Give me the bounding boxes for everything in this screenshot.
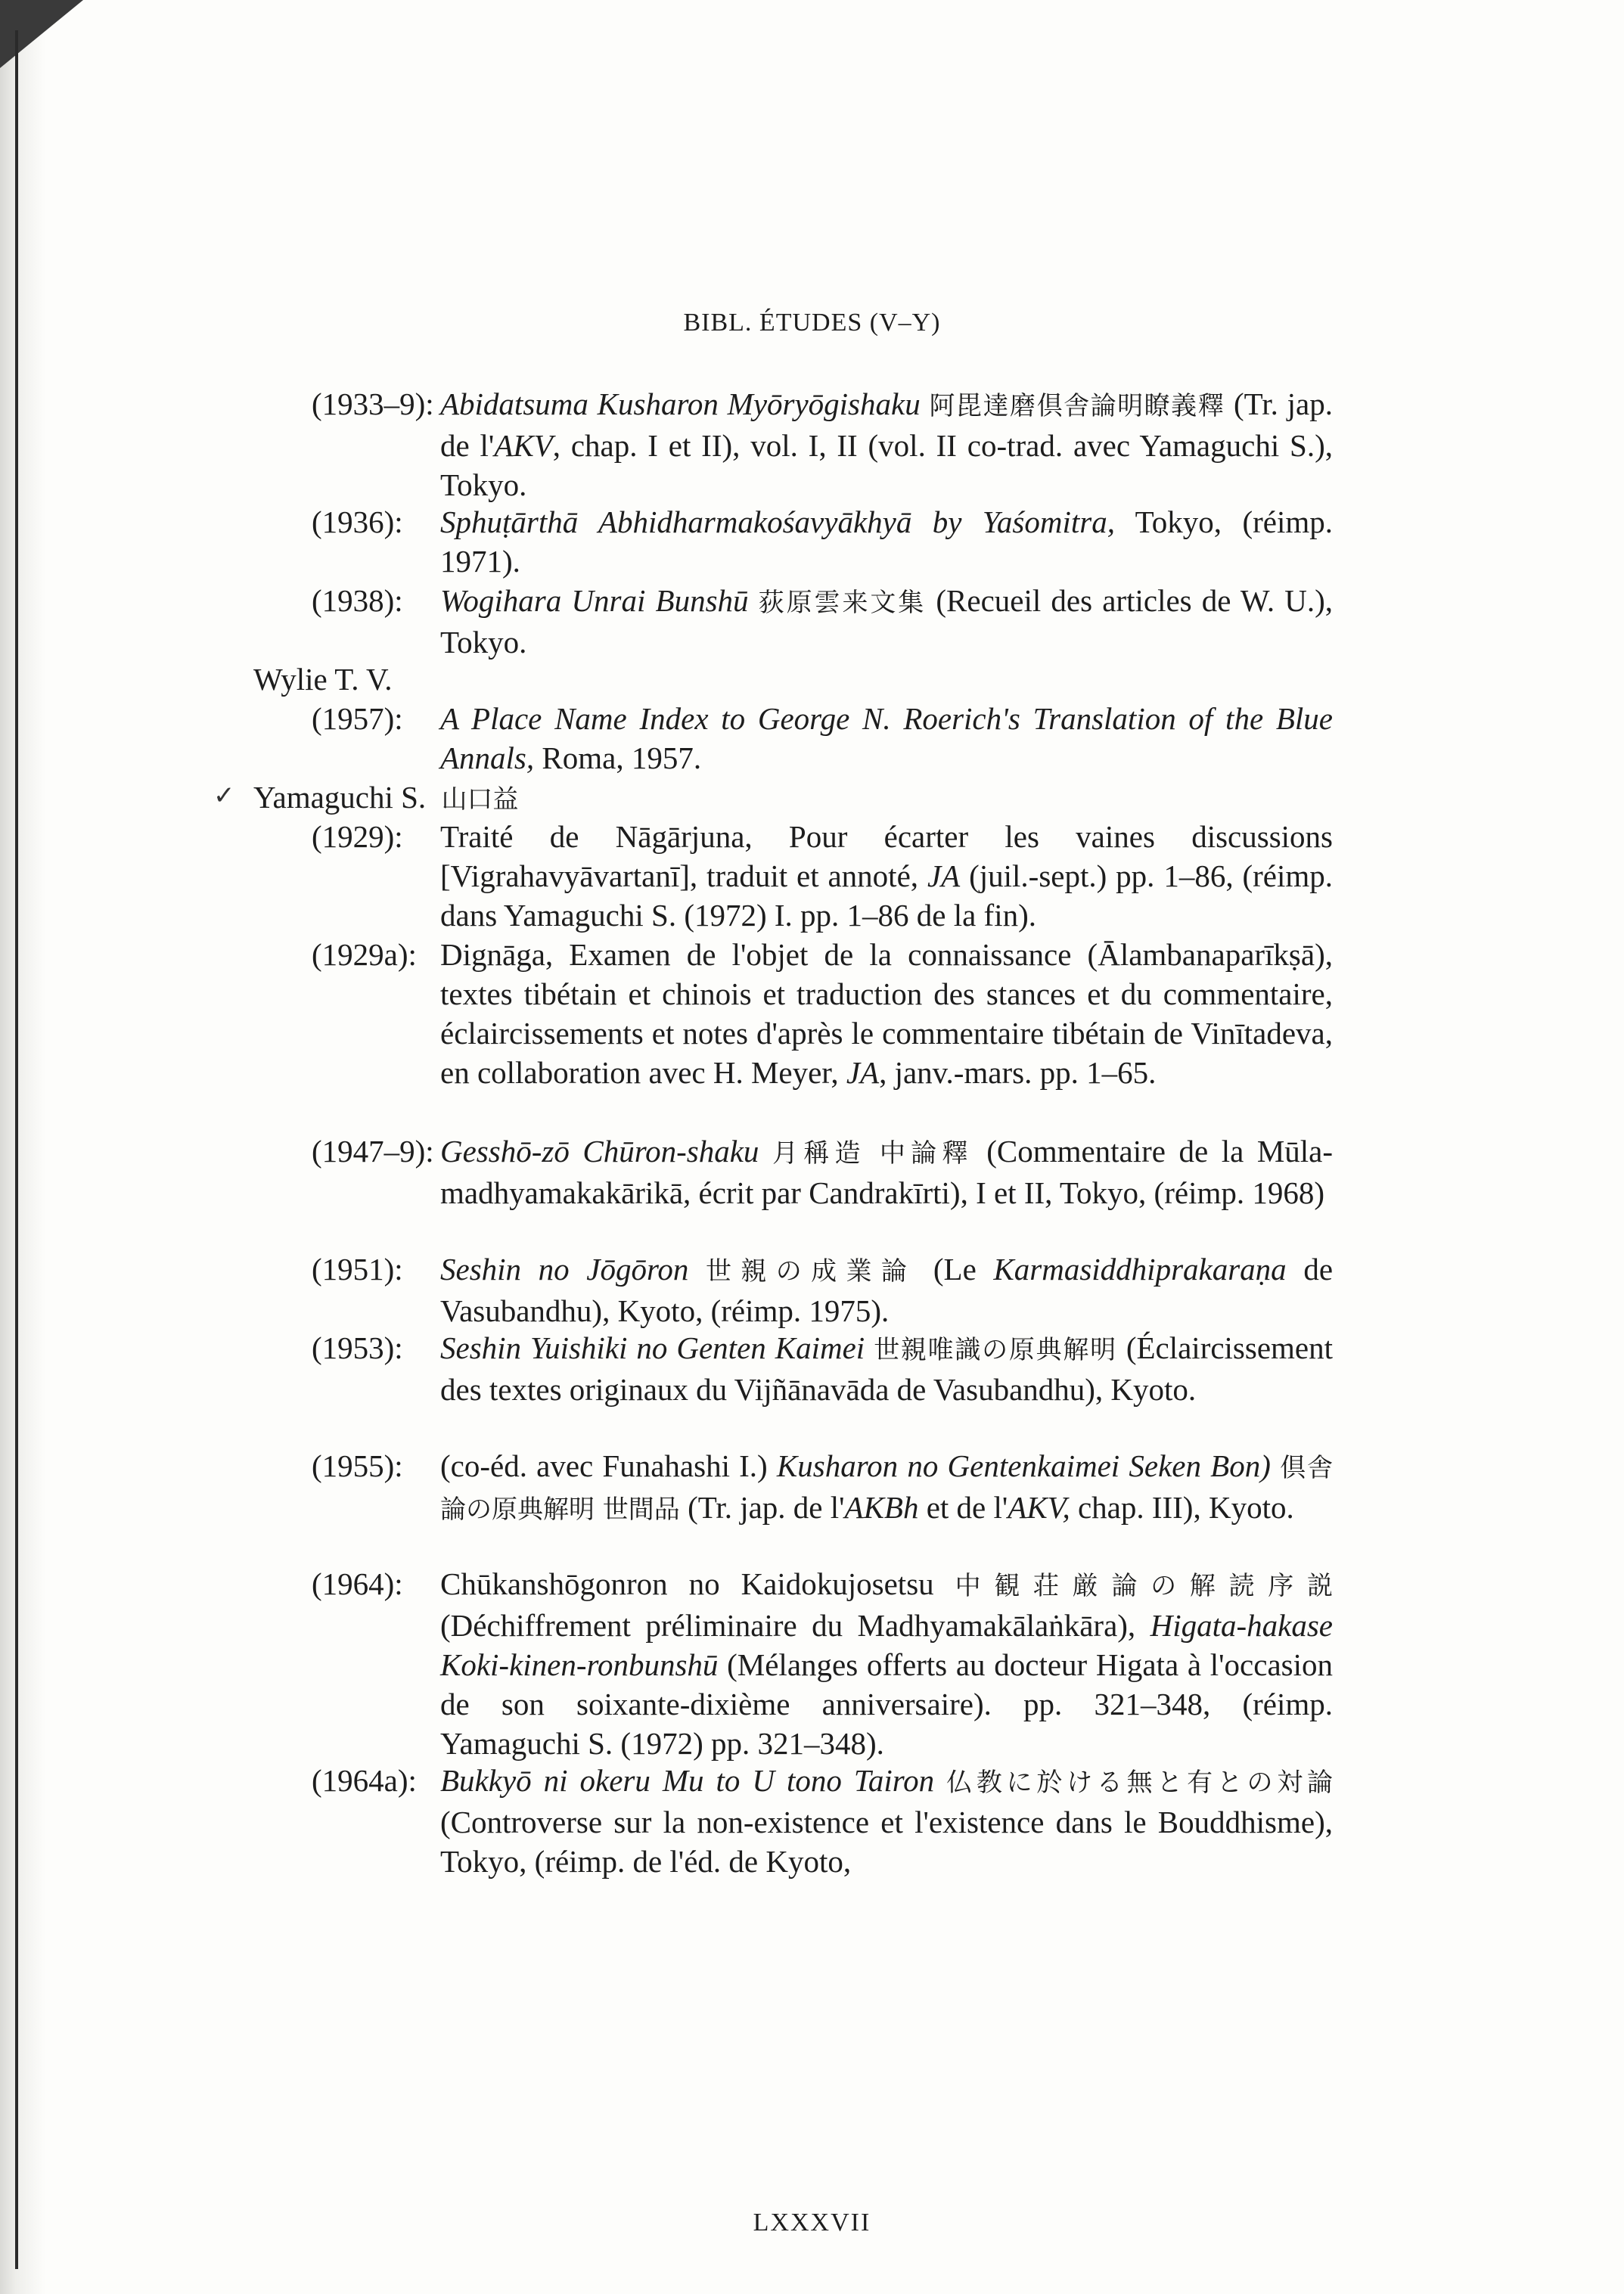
entry-kanji: 月稱造 中論釋 [772,1138,973,1169]
entry-rest3: chap. III), Kyoto. [1077,1490,1294,1525]
binding-edge-line [15,30,18,2269]
entry-year: (1964a): [312,1763,417,1798]
entry-text [440,502,1333,581]
entry-title: Sphuṭārthā Abhidharmakośavyākhyā by Yaśomitra, [440,504,1115,539]
entry-rest: (Controverse sur la non-existence et l'existence dans le Bouddhisme), Tokyo, (réimp. de l'éd. de Kyoto, [440,1805,1333,1879]
entry-year: (1957): [312,701,403,736]
entry-year: (1951): [312,1252,403,1287]
entry-rest: , janv.-mars. pp. 1–65. [879,1055,1157,1090]
entry-title: Seshin no Jōgōron [440,1252,689,1287]
entry-text [440,1328,1333,1409]
entry-ital: JA [927,858,961,893]
entry-year: (1964): [312,1566,403,1601]
entry-text [440,699,1333,778]
author-name: Wylie T. V. [253,662,393,697]
author-name: Yamaguchi S. [253,780,427,815]
entry-year: (1929): [312,819,403,854]
entry-rest: (juil.-sept.) pp. 1–86, (réimp. dans Yamaguchi S. (1972) I. pp. 1–86 de la fin). [440,858,1334,933]
entry-rest: (Déchiffrement préliminaire du Madhyamakālaṅkāra), [440,1608,1136,1643]
entry-ital2: AKV, [1008,1490,1070,1525]
entry-title: Seshin Yuishiki no Genten Kaimei [440,1330,865,1365]
entry-ital: JA [846,1055,880,1090]
running-head: BIBL. ÉTUDES (V–Y) [683,309,941,337]
entry-rest: Roma, 1957. [542,740,702,775]
entry-year: (1955): [312,1448,403,1483]
entry-text [440,581,1333,662]
entry-kanji: 倶舎論の原典解明 世間品 [440,1453,1333,1525]
entry-title: Gesshō-zō Chūron-shaku [440,1134,759,1169]
entry-rest: (Commentaire de la Mūla-madhyamakakārikā, écrit par Candrakīrti), I et II, Tokyo, (réimp. 1968) [440,1134,1334,1210]
entry-rest: (Tr. jap. de l' [440,386,1334,463]
entry-title: A Place Name Index to George N. Roerich's Translation of the Blue Annals, [440,701,1333,775]
entry-text [440,1249,1333,1330]
check-mark-icon: ✓ [213,781,235,811]
entry-kanji: 阿毘達磨倶舎論明瞭義釋 [929,391,1225,421]
entry-year: (1933–9): [312,386,434,421]
entry-kanji: 仏教に於ける無と有との対論 [946,1768,1334,1798]
page-edge-shadow [0,0,45,2294]
entry-ital: Karmasiddhiprakaraṇa [993,1252,1287,1287]
entry-pre: Chūkanshōgonron no Kaidokujosetsu [440,1566,934,1601]
entry-title: Wogihara Unrai Bunshū [440,583,749,618]
entry-title: Bukkyō ni okeru Mu to U tono Tairon [440,1763,935,1798]
entry-rest: (Éclaircissement des textes originaux du Vijñānavāda de Vasubandhu), Kyoto. [440,1330,1334,1407]
entry-rest2: , chap. I et II), vol. I, II (vol. II co-trad. avec Yamaguchi S.), Tokyo. [440,428,1333,502]
entry-year: (1936): [312,504,403,539]
entry-kanji: 世親の成業論 [706,1256,917,1287]
entry-rest2: (Mélanges offerts au docteur Higata à l'occasion de son soixante-dixième anniversaire). pp. 321–348, (réimp. Yamaguchi S. (1972) pp. 321–348). [440,1647,1333,1761]
entry-rest: (Tr. jap. de l' [688,1490,845,1525]
entry-kanji: 荻原雲来文集 [758,588,927,618]
author-heading [253,660,393,699]
entry-ital: AKV [494,428,553,463]
entry-text [440,384,1333,504]
entry-text [440,1131,1333,1212]
entry-text [440,817,1333,935]
entry-year: (1953): [312,1330,403,1365]
author-kanji: 山口益 [441,784,519,815]
entry-kanji: 中観荘厳論の解読序説 [955,1571,1334,1601]
author-heading [253,778,518,819]
entry-text [440,1564,1333,1763]
entry-year: (1938): [312,583,403,618]
entry-pre: Traité de Nāgārjuna, Pour écarter les vaines discussions [Vigrahavyāvartanī], traduit et annoté, [440,819,1333,893]
entry-rest: (Recueil des articles de W. U.), Tokyo. [440,583,1334,660]
entry-text [440,1446,1333,1529]
entry-kanji: 世親唯識の原典解明 [874,1335,1117,1365]
entry-rest2: et de l' [926,1490,1008,1525]
entry-text [440,935,1333,1092]
entry-title: Higata-hakase Koki-kinen-ronbunshū [440,1608,1333,1682]
entry-ital: AKBh [844,1490,919,1525]
entry-rest: de Vasubandhu), Kyoto, (réimp. 1975). [440,1252,1334,1328]
page-number: LXXXVII [753,2209,871,2237]
entry-year: (1929a): [312,937,417,972]
entry-pre: (Le [933,1252,977,1287]
entry-title: Kusharon no Gentenkaimei Seken Bon) [776,1448,1271,1483]
entry-pre: (co-éd. avec Funahashi I.) [440,1448,768,1483]
entry-year: (1947–9): [312,1134,434,1169]
entry-rest: Tokyo, (réimp. 1971). [440,504,1333,579]
entry-title: Abidatsuma Kusharon Myōryōgishaku [440,386,921,421]
entry-text [440,1761,1333,1881]
entry-pre: Dignāga, Examen de l'objet de la connaissance (Ālambanaparīkṣā), textes tibétain et chinois et traduction des stances et du commentaire, éclaircissements et notes d'après le commentaire tibétain de Vinītadeva, en collaboration avec H. Meyer, [440,937,1333,1090]
scan-corner-mark [0,0,83,68]
